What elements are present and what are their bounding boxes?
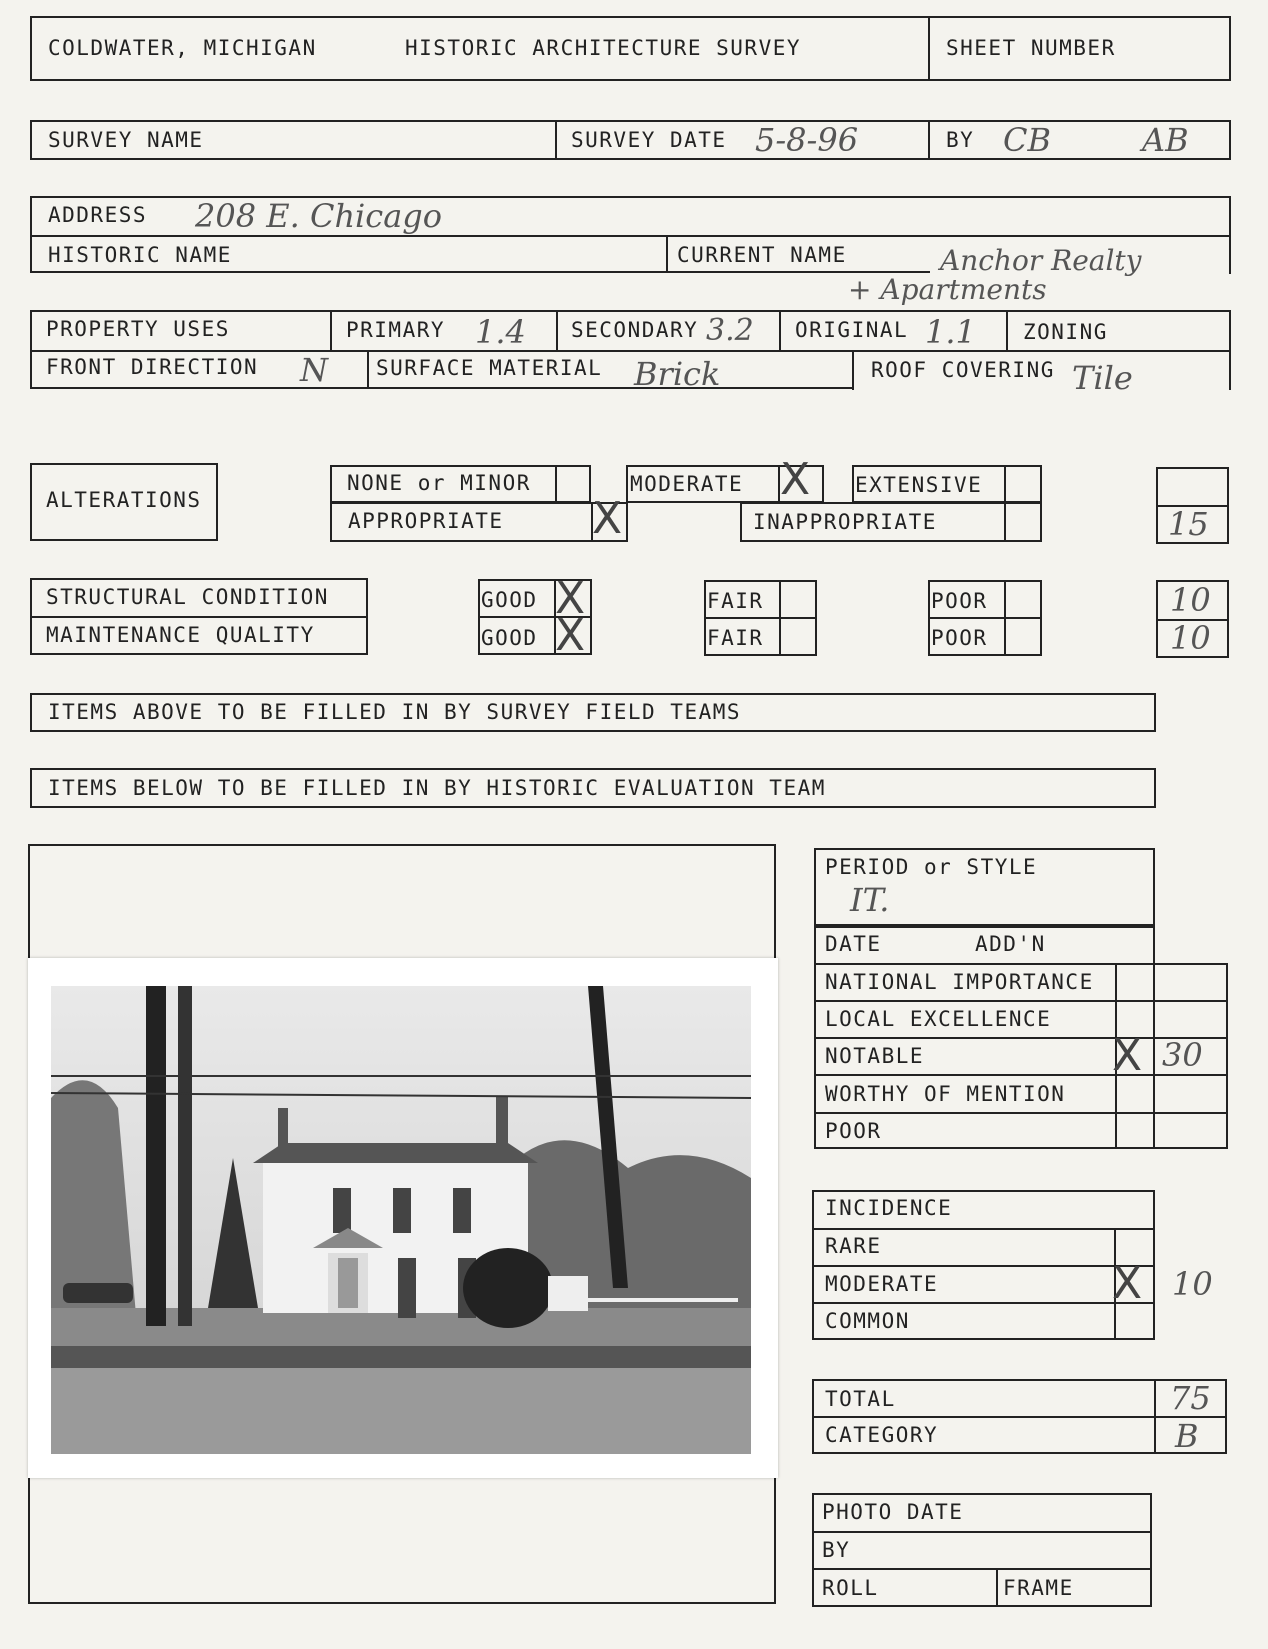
evaluation-line-2 <box>814 1000 1228 1002</box>
note-below-bottom <box>30 806 1156 808</box>
evaluation-poor-label: POOR <box>825 1119 882 1143</box>
secondary-divider <box>556 310 558 350</box>
header-divider <box>928 16 930 81</box>
property-top-line <box>30 310 1231 312</box>
good-maintenance-check-mark: X <box>555 610 586 661</box>
roof-covering-label: ROOF COVERING <box>871 358 1055 382</box>
original-label: ORIGINAL <box>795 318 909 342</box>
current-name-value-1: Anchor Realty <box>940 244 1142 277</box>
property-left-line <box>30 310 32 387</box>
evaluation-line-1 <box>814 963 1228 965</box>
notable-check-mark: X <box>1112 1030 1143 1081</box>
evaluation-line-4 <box>814 1074 1228 1076</box>
secondary-label: SECONDARY <box>571 318 699 342</box>
total-label: TOTAL <box>825 1387 896 1411</box>
extensive-label: EXTENSIVE <box>855 473 983 497</box>
inappropriate-label: INAPPROPRIATE <box>753 510 937 534</box>
frame-label: FRAME <box>1003 1576 1074 1600</box>
maintenance-score: 10 <box>1170 619 1211 657</box>
address-left-line <box>30 196 32 271</box>
poor-maintenance-label: POOR <box>931 626 988 650</box>
alterations-label: ALTERATIONS <box>46 488 202 512</box>
primary-divider <box>330 310 332 350</box>
photo-info-line-2 <box>812 1568 1152 1570</box>
totals-mid <box>812 1416 1227 1418</box>
good-maintenance-label: GOOD <box>481 626 538 650</box>
roll-label: ROLL <box>822 1576 879 1600</box>
roof-divider <box>852 350 854 390</box>
property-uses-label: PROPERTY USES <box>46 317 230 341</box>
notable-label: NOTABLE <box>825 1044 925 1068</box>
primary-label: PRIMARY <box>346 318 446 342</box>
roof-covering-value: Tile <box>1072 359 1133 397</box>
fair-mid <box>704 617 817 619</box>
maintenance-quality-label: MAINTENANCE QUALITY <box>46 623 315 647</box>
survey-divider-1 <box>555 120 557 160</box>
condition-label-mid <box>30 616 368 618</box>
front-direction-value: N <box>300 351 328 389</box>
note-above: ITEMS ABOVE TO BE FILLED IN BY SURVEY FIELD TEAMS <box>48 700 742 724</box>
category-label: CATEGORY <box>825 1423 939 1447</box>
moderate-label: MODERATE <box>630 472 744 496</box>
survey-title: HISTORIC ARCHITECTURE SURVEY <box>405 36 802 60</box>
fair-maintenance-label: FAIR <box>707 626 764 650</box>
note-above-right <box>1154 693 1156 730</box>
address-bottom-line <box>30 271 930 273</box>
photo-by-label: BY <box>822 1538 851 1562</box>
house-photograph-image <box>28 958 778 1478</box>
city-label: COLDWATER, MICHIGAN <box>48 36 317 60</box>
none-minor-label: NONE or MINOR <box>347 471 531 495</box>
property-mid-line <box>30 350 1231 352</box>
note-above-top <box>30 693 1156 695</box>
original-divider <box>779 310 781 350</box>
front-direction-label: FRONT DIRECTION <box>46 355 259 379</box>
photo-date-label: PHOTO DATE <box>822 1500 964 1524</box>
surface-material-value: Brick <box>634 355 721 393</box>
house-photograph <box>28 958 778 1478</box>
national-importance-label: NATIONAL IMPORTANCE <box>825 970 1094 994</box>
survey-divider-2 <box>928 120 930 160</box>
incidence-moderate-score: 10 <box>1172 1265 1213 1303</box>
original-value: 1.1 <box>925 313 976 351</box>
zoning-divider <box>1006 310 1008 350</box>
incidence-label: INCIDENCE <box>825 1196 953 1220</box>
by-label: BY <box>946 128 975 152</box>
poor-mid <box>928 617 1042 619</box>
incidence-moderate-label: MODERATE <box>825 1272 939 1296</box>
local-excellence-label: LOCAL EXCELLENCE <box>825 1007 1052 1031</box>
notable-score: 30 <box>1162 1036 1203 1074</box>
historic-name-label: HISTORIC NAME <box>48 243 232 267</box>
alterations-score: 15 <box>1168 505 1209 543</box>
zoning-label: ZONING <box>1023 320 1108 344</box>
period-style-label: PERIOD or STYLE <box>825 855 1038 879</box>
note-below-right <box>1154 768 1156 806</box>
survey-name-label: SURVEY NAME <box>48 128 204 152</box>
sheet-number-label: SHEET NUMBER <box>946 36 1116 60</box>
current-name-label: CURRENT NAME <box>677 243 847 267</box>
structural-condition-label: STRUCTURAL CONDITION <box>46 585 329 609</box>
survey-date-value: 5-8-96 <box>755 121 859 159</box>
none-minor-check-divider <box>555 465 557 503</box>
survey-date-label: SURVEY DATE <box>571 128 727 152</box>
period-style-value: IT. <box>850 881 890 919</box>
total-value: 75 <box>1170 1379 1211 1417</box>
current-name-divider <box>666 235 668 271</box>
poor-structural-label: POOR <box>931 589 988 613</box>
primary-value: 1.4 <box>475 313 526 351</box>
evaluation-line-5 <box>814 1112 1228 1114</box>
structural-score: 10 <box>1170 581 1211 619</box>
moderate-check-mark: X <box>780 454 811 505</box>
address-value: 208 E. Chicago <box>195 197 443 235</box>
date-label: DATE <box>825 932 882 956</box>
poor-check-divider <box>1004 580 1006 656</box>
note-above-bottom <box>30 730 1156 732</box>
note-below-left <box>30 768 32 806</box>
addn-label: ADD'N <box>975 932 1046 956</box>
address-mid-line <box>30 235 1231 237</box>
fair-structural-label: FAIR <box>707 589 764 613</box>
photo-info-line-1 <box>812 1531 1152 1533</box>
rare-label: RARE <box>825 1234 882 1258</box>
property-bottom-line <box>30 387 852 389</box>
appropriate-label: APPROPRIATE <box>348 509 504 533</box>
incidence-moderate-check-mark: X <box>1112 1258 1143 1309</box>
worthy-of-mention-label: WORTHY OF MENTION <box>825 1082 1066 1106</box>
surface-material-label: SURFACE MATERIAL <box>376 356 603 380</box>
good-structural-check-mark: X <box>555 573 586 624</box>
note-below-top <box>30 768 1156 770</box>
appropriate-check-mark: X <box>592 493 623 544</box>
note-above-left <box>30 693 32 730</box>
incidence-line-3 <box>812 1302 1155 1304</box>
address-label: ADDRESS <box>48 203 148 227</box>
good-structural-label: GOOD <box>481 588 538 612</box>
note-below: ITEMS BELOW TO BE FILLED IN BY HISTORIC EVALUATION TEAM <box>48 776 826 800</box>
totals-divider <box>1154 1379 1156 1454</box>
current-name-value-2: + Apartments <box>848 273 1047 306</box>
incidence-line-1 <box>812 1228 1155 1230</box>
surface-divider <box>367 350 369 387</box>
category-value: B <box>1175 1417 1199 1455</box>
by-value: CB <box>1003 121 1051 159</box>
common-label: COMMON <box>825 1309 910 1333</box>
frame-divider <box>996 1568 998 1607</box>
secondary-value: 3.2 <box>706 313 754 348</box>
by-value-2: AB <box>1142 121 1189 159</box>
incidence-line-2 <box>812 1265 1155 1267</box>
fair-check-divider <box>779 580 781 656</box>
